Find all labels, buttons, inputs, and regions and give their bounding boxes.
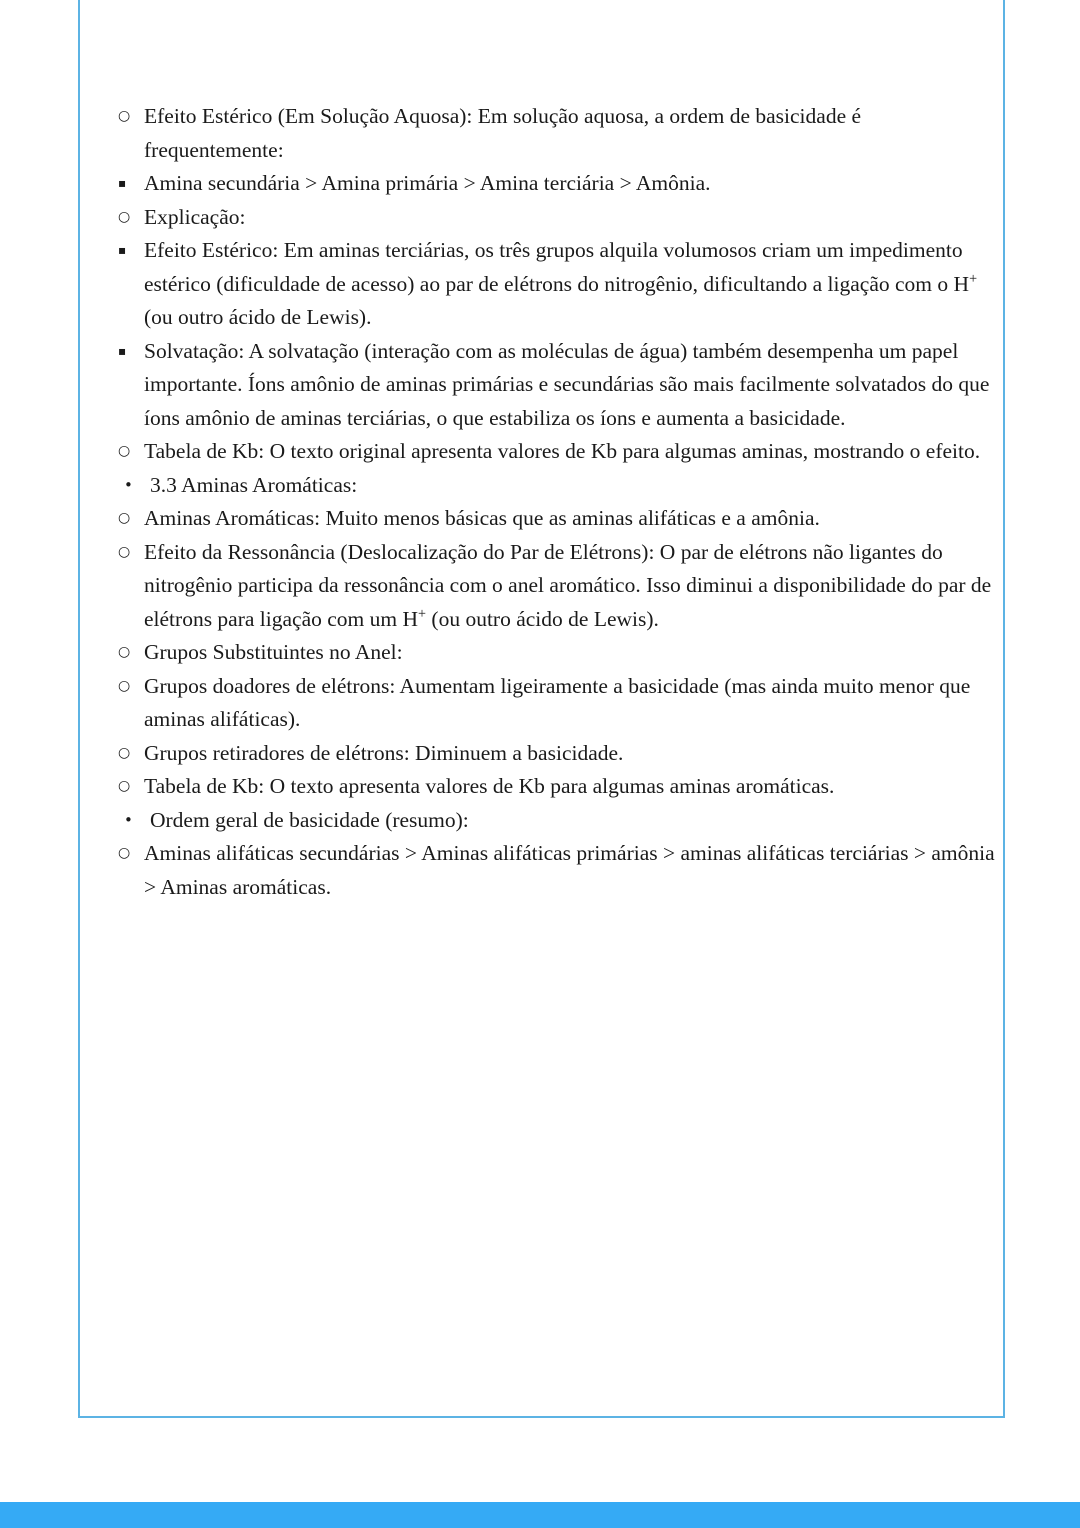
outline-item-row — [118, 536, 997, 637]
bullet-level3-icon: ▪ — [118, 243, 127, 257]
outline-item-text: Grupos doadores de elétrons: Aumentam ligeiramente a basicidade (mas ainda muito menor que aminas alifáticas). — [144, 673, 971, 731]
outline-item-row — [118, 234, 997, 335]
outline-item-row — [118, 636, 997, 670]
superscript-plus: + — [418, 605, 427, 622]
outline-item-efeito-esterico-solucao-aquosa — [118, 100, 997, 167]
superscript-plus: + — [969, 270, 978, 287]
outline-item-text: Ordem geral de basicidade (resumo): — [150, 807, 469, 832]
outline-item-row — [118, 100, 997, 167]
outline-item-solvatacao — [118, 335, 997, 436]
bullet-level2-icon: ○ — [118, 543, 131, 560]
bullet-level1-icon: • — [124, 475, 133, 494]
outline-item-secao-3-3-aminas-aromaticas — [124, 469, 997, 503]
outline-item-row — [118, 837, 997, 904]
outline-item-tabela-kb-aromaticas — [118, 770, 997, 804]
outline-item-row — [124, 469, 997, 503]
bullet-level3-icon: ▪ — [118, 176, 127, 190]
bullet-level2-icon: ○ — [118, 510, 131, 526]
outline-list — [80, 100, 1007, 904]
bullet-level1-icon: • — [124, 810, 133, 829]
outline-item-row — [118, 737, 997, 771]
outline-item-text: Explicação: — [144, 204, 246, 229]
outline-item-explicacao — [118, 201, 997, 235]
outline-item-efeito-ressonancia — [118, 536, 997, 637]
bullet-level2-icon: ○ — [118, 644, 131, 660]
outline-item-row — [124, 804, 997, 838]
outline-item-row — [118, 435, 997, 469]
outline-item-row — [118, 670, 997, 737]
bullet-level3-icon: ▪ — [118, 343, 127, 358]
outline-item-text: Grupos retiradores de elétrons: Diminuem a basicidade. — [144, 740, 624, 765]
bullet-level2-icon: ○ — [118, 778, 131, 794]
outline-item-text: Tabela de Kb: O texto apresenta valores de Kb para algumas aminas aromáticas. — [144, 774, 835, 798]
outline-root — [80, 100, 997, 904]
bullet-level2-icon: ○ — [118, 208, 131, 225]
outline-item-tabela-kb-alifaticas — [118, 435, 997, 469]
outline-item-row — [118, 201, 997, 235]
outline-item-text: Amina secundária > Amina primária > Amina terciária > Amônia. — [144, 171, 711, 195]
outline-item-text — [144, 536, 997, 637]
outline-item-text: Tabela de Kb: O texto original apresenta valores de Kb para algumas aminas, mostrando o efeito. — [144, 439, 981, 463]
outline-item-text-pre: Efeito da Ressonância (Deslocalização do Par de Elétrons): O par de elétrons não ligantes do nitrogênio participa da ressonância com o anel aromático. Isso diminui a disponibilidade do par de elétrons para ligação com um H — [144, 539, 992, 631]
outline-item-grupos-doadores — [118, 670, 997, 737]
outline-item-ordem-basicidade-aquosa — [118, 167, 997, 201]
outline-item-text: Aminas alifáticas secundárias > Aminas alifáticas primárias > aminas alifáticas terciárias > amônia > Aminas aromáticas. — [144, 841, 995, 899]
outline-item-text-post: (ou outro ácido de Lewis). — [144, 305, 372, 329]
outline-item-text: Solvatação: A solvatação (interação com as moléculas de água) também desempenha um papel importante. Íons amônio de aminas primárias e secundárias são mais facilmente solvatados do que íons amônio de aminas terciárias, o que estabiliza os íons e aumenta a basicidade. — [144, 338, 990, 430]
outline-item-row — [118, 770, 997, 804]
outline-item-efeito-esterico-detalhe — [118, 234, 997, 335]
outline-item-row — [118, 167, 997, 201]
bullet-level2-icon: ○ — [118, 677, 131, 694]
outline-item-aminas-aromaticas-basicidade — [118, 502, 997, 536]
bottom-accent-bar — [0, 1502, 1080, 1528]
outline-item-text: Efeito Estérico (Em Solução Aquosa): Em solução aquosa, a ordem de basicidade é frequentemente: — [144, 104, 862, 162]
bullet-level2-icon: ○ — [118, 108, 131, 124]
page-frame — [78, 0, 1005, 1418]
bullet-level2-icon: ○ — [118, 744, 131, 761]
outline-item-ordem-geral-basicidade — [124, 804, 997, 838]
outline-item-text: Aminas Aromáticas: Muito menos básicas que as aminas alifáticas e a amônia. — [144, 506, 820, 530]
outline-item-text-post: (ou outro ácido de Lewis). — [426, 606, 659, 631]
outline-item-text — [144, 234, 997, 335]
outline-item-text: 3.3 Aminas Aromáticas: — [150, 472, 358, 497]
outline-item-row — [118, 502, 997, 536]
outline-item-row — [118, 335, 997, 436]
bullet-level2-icon: ○ — [118, 845, 131, 861]
outline-item-text-pre: Efeito Estérico: Em aminas terciárias, os três grupos alquila volumosos criam um impedimento estérico (dificuldade de acesso) ao par de elétrons do nitrogênio, dificultando a ligação com o H — [144, 238, 970, 296]
outline-item-ordem-geral-resumo — [118, 837, 997, 904]
outline-item-grupos-retiradores — [118, 737, 997, 771]
outline-item-grupos-substituintes-no-anel — [118, 636, 997, 670]
outline-item-text: Grupos Substituintes no Anel: — [144, 640, 403, 664]
bullet-level2-icon: ○ — [118, 443, 131, 459]
